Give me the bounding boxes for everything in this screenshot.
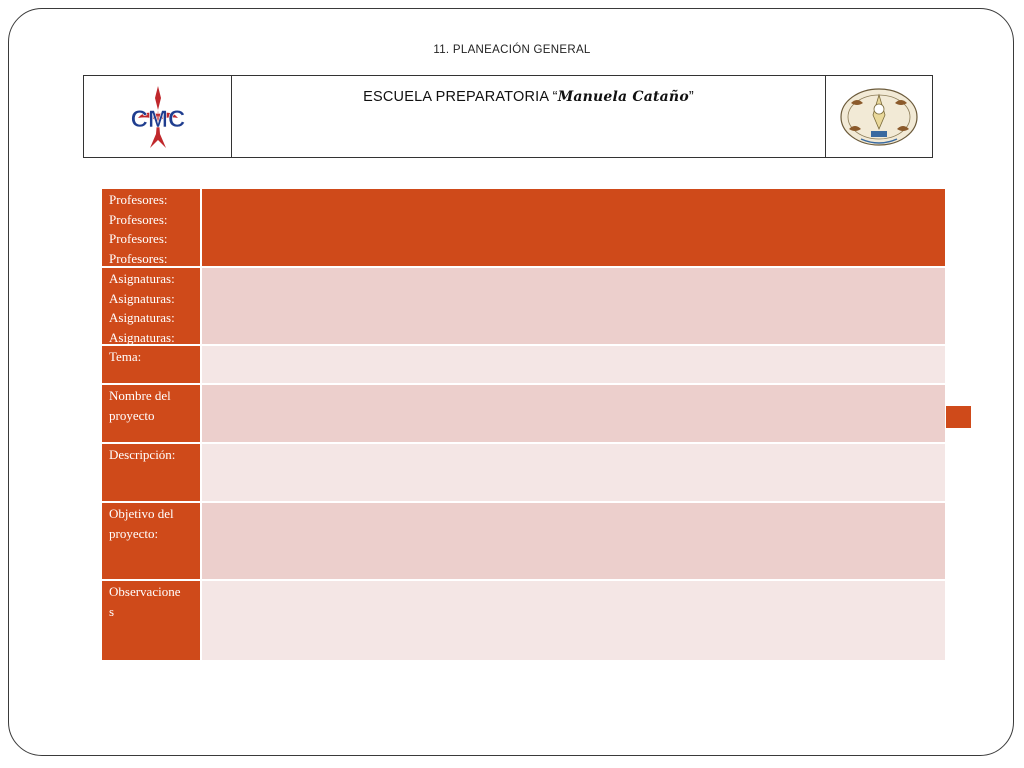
school-name <box>232 76 826 157</box>
form-label-line: proyecto: <box>109 525 159 541</box>
school-crest-icon <box>837 85 921 149</box>
cmc-logo-icon <box>116 84 200 150</box>
form-label-line: proyecto <box>109 407 155 423</box>
form-value-tema[interactable] <box>202 346 945 383</box>
form-label-line: Asignaturas: <box>109 310 175 325</box>
form-row-descripcion <box>102 444 945 503</box>
form-label-descripcion <box>102 444 202 501</box>
form-label-objetivo-proyecto <box>102 503 202 579</box>
form-value-observaciones[interactable] <box>202 581 945 660</box>
form-value-objetivo-proyecto[interactable] <box>202 503 945 579</box>
form-label-line: s <box>109 603 115 619</box>
logo-text: CMC <box>130 105 185 133</box>
school-header-table <box>83 75 933 158</box>
form-value-descripcion[interactable] <box>202 444 945 501</box>
form-label-line: Profesores: <box>109 231 168 246</box>
form-label-asignaturas <box>102 268 202 344</box>
form-row-nombre-proyecto <box>102 385 945 444</box>
form-label-observaciones <box>102 581 202 660</box>
form-value-asignaturas[interactable] <box>202 268 945 344</box>
form-row-observaciones <box>102 581 945 660</box>
form-label-line: Profesores: <box>109 250 168 266</box>
form-value-profesores[interactable] <box>202 189 945 266</box>
cmc-logo <box>84 76 232 157</box>
planning-form-table <box>102 189 945 660</box>
form-label-line: Tema: <box>109 349 142 364</box>
school-name-script: Manuela Cataño <box>557 89 689 105</box>
page-title: 11. PLANEACIÓN GENERAL <box>433 44 591 56</box>
form-label-line: Asignaturas: <box>109 271 175 286</box>
form-label-line: Nombre del <box>109 388 171 403</box>
form-label-line: Profesores: <box>109 192 168 207</box>
form-label-line: Profesores: <box>109 211 168 227</box>
school-name-prefix: ESCUELA PREPARATORIA “ <box>363 89 558 105</box>
form-row-objetivo-proyecto <box>102 503 945 581</box>
form-label-nombre-proyecto <box>102 385 202 442</box>
form-label-line: Observacione <box>109 584 181 599</box>
form-value-nombre-proyecto[interactable] <box>202 385 945 442</box>
form-row-tema <box>102 346 945 385</box>
side-marker <box>946 406 971 428</box>
form-label-line: Asignaturas: <box>109 329 175 345</box>
form-label-line: Asignaturas: <box>109 290 175 306</box>
form-label-line: Objetivo del <box>109 506 174 521</box>
form-label-tema <box>102 346 202 383</box>
form-label-line: Descripción: <box>109 447 176 462</box>
form-label-profesores <box>102 189 202 266</box>
school-crest <box>826 76 932 157</box>
form-row-profesores <box>102 189 945 268</box>
form-row-asignaturas <box>102 268 945 346</box>
school-name-suffix: ” <box>688 89 694 105</box>
